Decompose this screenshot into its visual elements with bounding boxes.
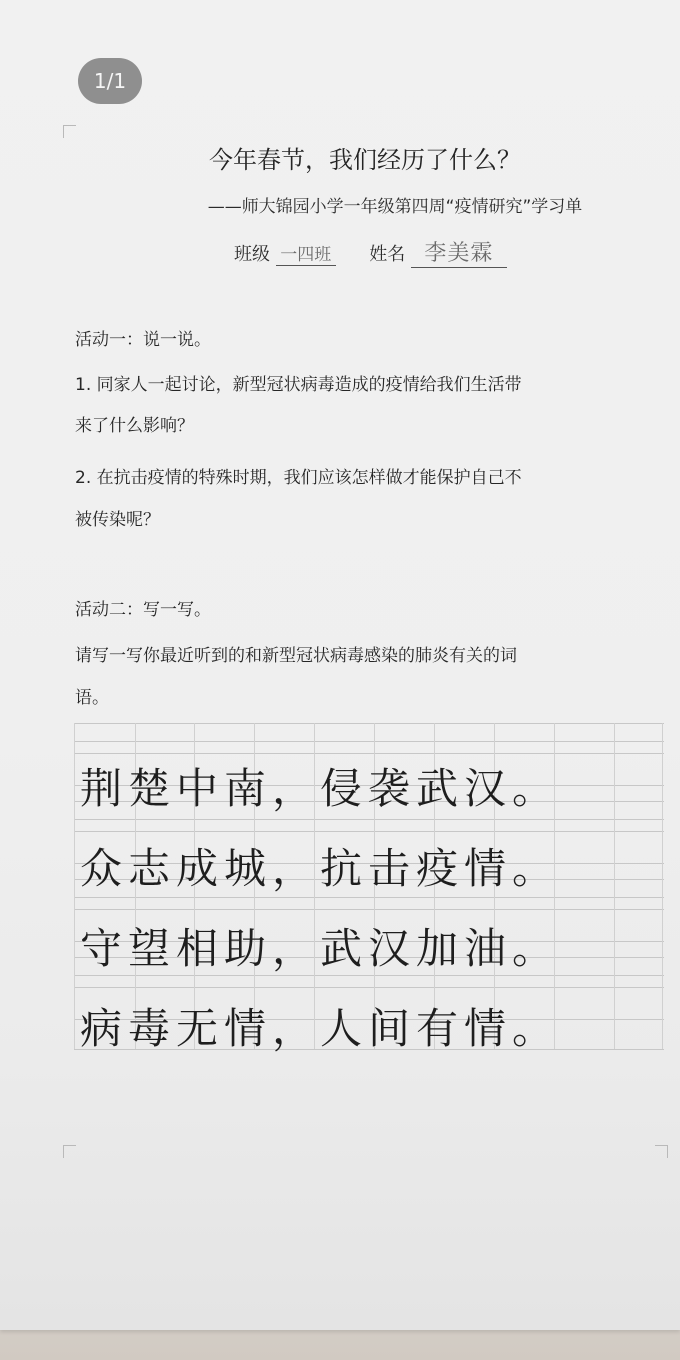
activity1-question1-line2: 来了什么影响？ [75, 416, 194, 436]
class-value: 一四班 [276, 240, 336, 266]
activity2-heading: 活动二：写一写。 [75, 600, 211, 620]
class-label: 班级 [234, 244, 270, 265]
grid-line [74, 987, 664, 988]
crop-mark [63, 125, 76, 138]
activity2-instruction-line2: 语。 [75, 688, 109, 708]
grid-line [74, 723, 664, 724]
grid-line [74, 741, 664, 742]
handwritten-line-4: 病毒无情，人间有情。 [80, 1004, 561, 1053]
activity1-heading: 活动一：说一说。 [75, 330, 211, 350]
activity1-question2-line1: 2. 在抗击疫情的特殊时期，我们应该怎样做才能保护自己不 [75, 468, 522, 488]
activity2-instruction-line1: 请写一写你最近听到的和新型冠状病毒感染的肺炎有关的词 [75, 646, 517, 666]
student-info [234, 236, 507, 268]
handwritten-line-2: 众志成城，抗击疫情。 [80, 844, 561, 893]
crop-mark [655, 1145, 668, 1158]
crop-mark [63, 1145, 76, 1158]
grid-line [74, 897, 664, 898]
name-value: 李美霖 [411, 236, 507, 268]
page-subtitle: ——师大锦园小学一年级第四周“疫情研究”学习单 [207, 197, 583, 217]
handwritten-line-1: 荆楚中南，侵袭武汉。 [80, 764, 561, 813]
page-title: 今年春节，我们经历了什么？ [209, 146, 521, 174]
grid-line [74, 753, 664, 754]
handwritten-line-3: 守望相助，武汉加油。 [80, 924, 561, 973]
grid-line [74, 831, 664, 832]
activity1-question2-line2: 被传染呢？ [75, 510, 160, 530]
grid-column [74, 723, 75, 1049]
grid-line [74, 909, 664, 910]
grid-column [662, 723, 663, 1049]
activity1-question1-line1: 1. 同家人一起讨论，新型冠状病毒造成的疫情给我们生活带 [75, 375, 522, 395]
name-label: 姓名 [369, 244, 406, 265]
grid-column [614, 723, 615, 1049]
page-indicator[interactable]: 1/1 [78, 58, 142, 104]
grid-line [74, 819, 664, 820]
